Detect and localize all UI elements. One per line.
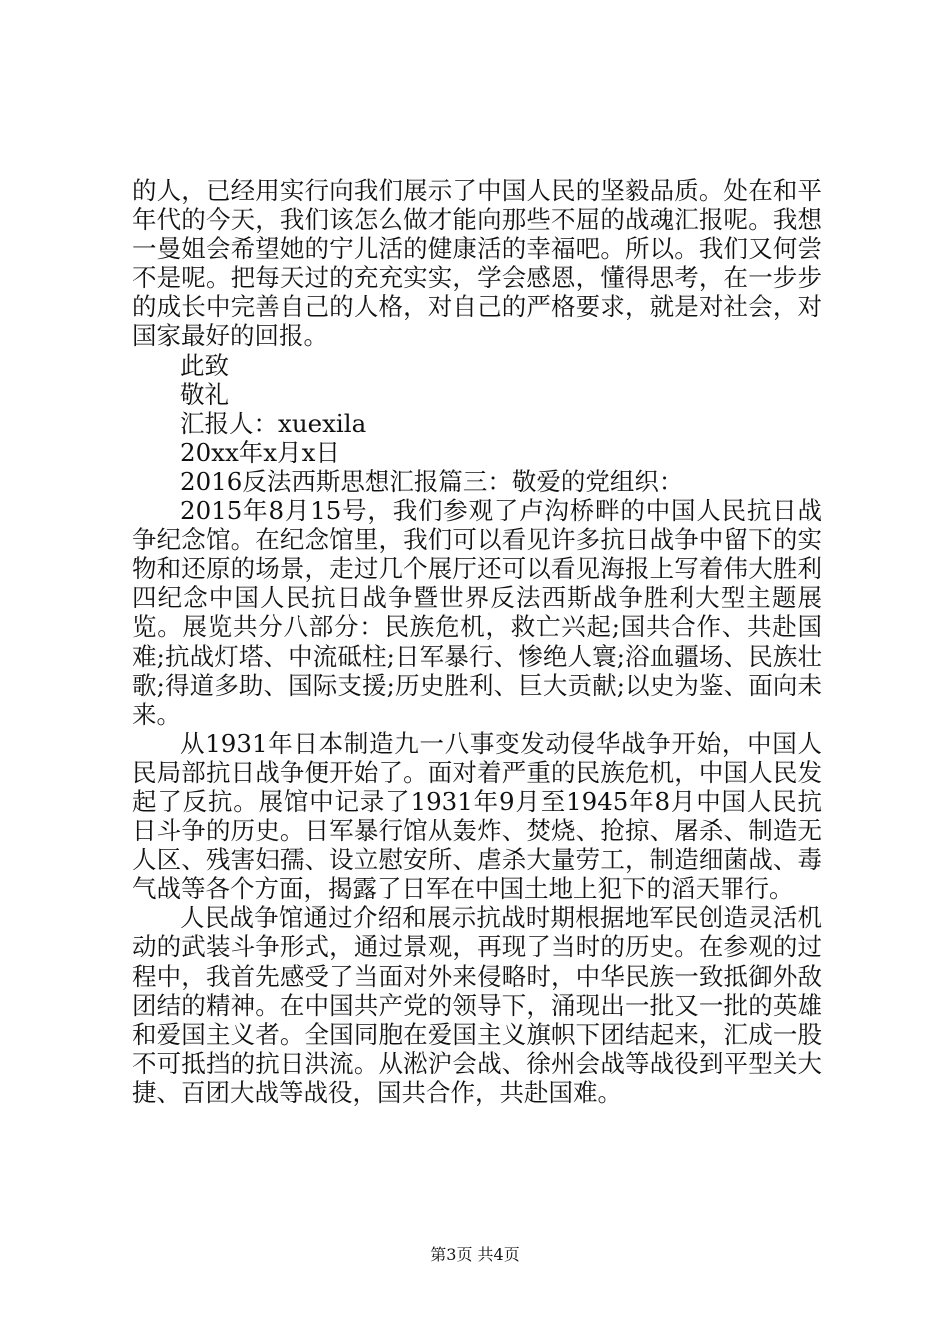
document-body <box>132 176 822 1107</box>
closing-salutation: 此致 <box>180 350 229 380</box>
paragraph-museum-visit: 2015年8月15号，我们参观了卢沟桥畔的中国人民抗日战争纪念馆。在纪念馆里，我们可以看见许多抗日战争中留下的实物和还原的场景，走过几个展厅还可以看见海报上写着伟大胜利四纪念中国人民抗日战争暨世界反法西斯战争胜利大型主题展览。展览共分八部分：民族危机，救亡兴起;国共合作、共赴国难;抗战灯塔、中流砥柱;日军暴行、惨绝人寰;浴血疆场、民族壮歌;得道多助、国际支援;历史胜利、巨大贡献;以史为鉴、面向未来。 <box>132 496 822 729</box>
paragraph-peoples-war: 人民战争馆通过介绍和展示抗战时期根据地军民创造灵活机动的武装斗争形式，通过景观，再现了当时的历史。在参观的过程中，我首先感受了当面对外来侵略时，中华民族一致抵御外敌团结的精神。在中国共产党的领导下，涌现出一批又一批的英雄和爱国主义者。全国同胞在爱国主义旗帜下团结起来，汇成一股不可抵挡的抗日洪流。从淞沪会战、徐州会战等战役到平型关大捷、百团大战等战役，国共合作，共赴国难。 <box>132 903 822 1107</box>
paragraph-war-history: 从1931年日本制造九一八事变发动侵华战争开始，中国人民局部抗日战争便开始了。面对着严重的民族危机，中国人民发起了反抗。展馆中记录了1931年9月至1945年8月中国人民抗日斗争的历史。日军暴行馆从轰炸、焚烧、抢掠、屠杀、制造无人区、残害妇孺、设立慰安所、虐杀大量劳工，制造细菌战、毒气战等各个方面，揭露了日军在中国土地上犯下的滔天罪行。 <box>132 728 822 904</box>
section-heading: 2016反法西斯思想汇报篇三：敬爱的党组织： <box>180 466 684 496</box>
reporter-signature: 汇报人：xuexila <box>180 408 367 438</box>
closing-regards: 敬礼 <box>180 379 229 409</box>
paragraph-continuation: 的人，已经用实行向我们展示了中国人民的坚毅品质。处在和平年代的今天，我们该怎么做才能向那些不屈的战魂汇报呢。我想一曼姐会希望她的宁儿活的健康活的幸福吧。所以。我们又何尝不是呢。把每天过的充充实实，学会感恩，懂得思考，在一步步的成长中完善自己的人格，对自己的严格要求，就是对社会，对国家最好的回报。 <box>132 176 822 351</box>
page-number-footer: 第3页 共4页 <box>430 1245 520 1264</box>
report-date: 20xx年x月x日 <box>180 437 340 467</box>
